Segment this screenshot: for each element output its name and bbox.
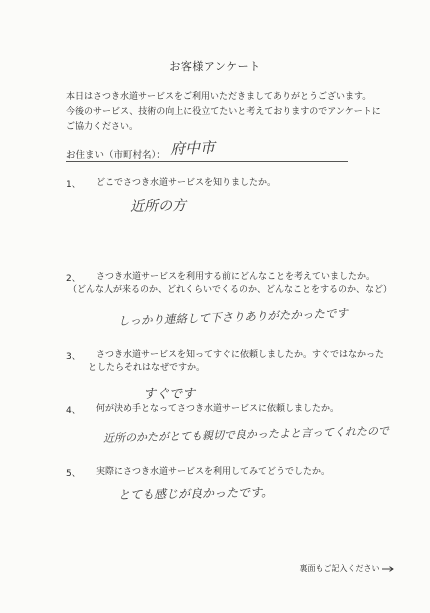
arrow-right-icon bbox=[382, 566, 394, 572]
question-subtext: （どんな人が来るのか、どれくらいでくるのか、どんなことをするのか、など） bbox=[68, 285, 393, 295]
address-answer: 府中市 bbox=[169, 138, 216, 158]
question-text bbox=[88, 349, 385, 375]
question-answer: すぐです bbox=[143, 387, 196, 402]
question-text bbox=[68, 271, 393, 297]
footer-note bbox=[299, 563, 394, 574]
question-number: 3、 bbox=[66, 352, 81, 362]
question-number: 4、 bbox=[66, 406, 81, 416]
question-answer: とても感じが良かったです。 bbox=[117, 485, 274, 502]
question-subtext: としたらそれはなぜですか。 bbox=[88, 363, 206, 373]
intro-text bbox=[66, 90, 406, 135]
question-text: 実際にさつき水道サービスを利用してみてどうでしたか。 bbox=[96, 467, 331, 477]
question-answer: 近所の方 bbox=[129, 198, 187, 215]
form-title: お客様アンケート bbox=[169, 60, 261, 73]
question-number: 1、 bbox=[66, 180, 81, 190]
question-answer: しっかり連絡して下さりありがたかったです bbox=[117, 305, 349, 328]
question-number: 2、 bbox=[66, 274, 81, 284]
address-label: お住まい（市町村名）： bbox=[66, 150, 166, 161]
question-answer: 近所のかたがとても親切で良かったよと言ってくれたので bbox=[102, 424, 390, 445]
intro-line: ご協力ください。 bbox=[66, 122, 139, 132]
intro-line: 今後のサービス、技術の向上に役立てたいと考えておりますのでアンケートに bbox=[66, 107, 381, 117]
question-number: 5、 bbox=[66, 469, 81, 479]
intro-line: 本日はさつき水道サービスをご利用いただきましてありがとうございます。 bbox=[66, 92, 372, 102]
address-underline bbox=[66, 161, 348, 162]
question-line: さつき水道サービスを利用する前にどんなことを考えていましたか。 bbox=[96, 272, 376, 282]
question-text: 何が決め手となってさつき水道サービスに依頼しましたか。 bbox=[96, 404, 340, 414]
question-text: どこでさつき水道サービスを知りましたか。 bbox=[96, 178, 277, 188]
footer-text: 裏面もご記入ください bbox=[299, 564, 380, 573]
question-line: さつき水道サービスを知ってすぐに依頼しましたか。すぐではなかった bbox=[96, 350, 385, 360]
